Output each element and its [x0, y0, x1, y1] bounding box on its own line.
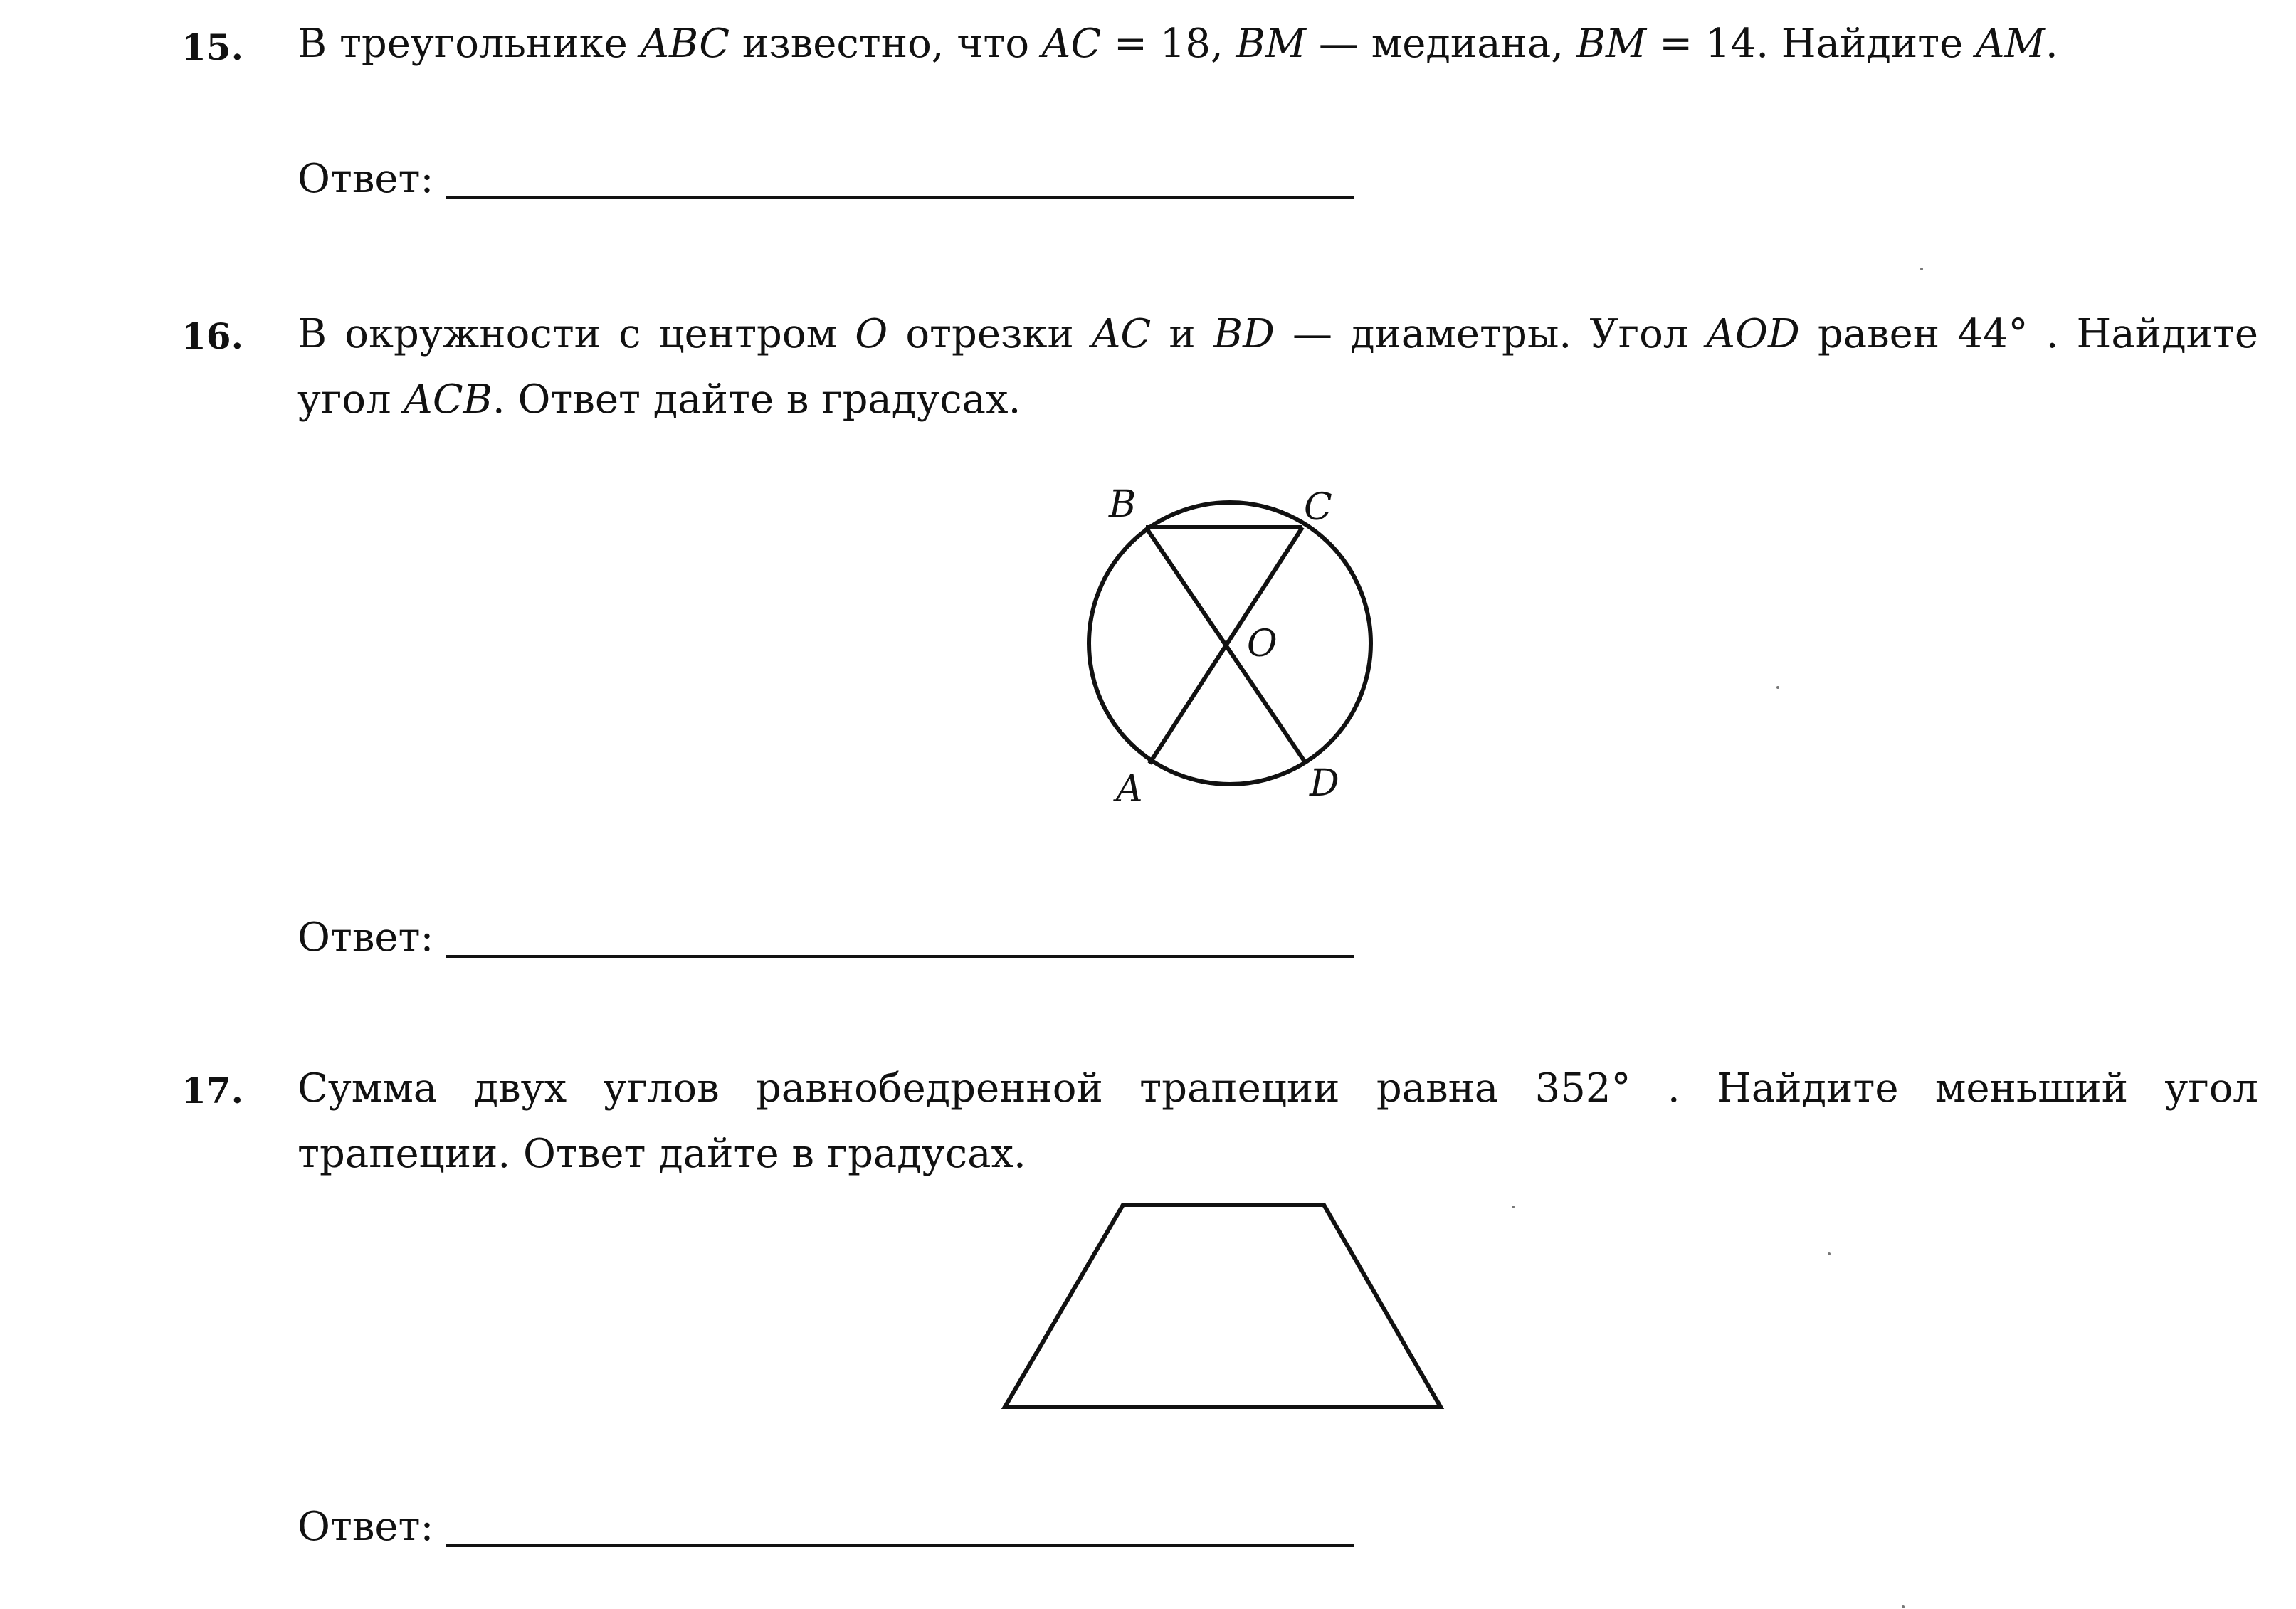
text-fragment: и — [1151, 311, 1213, 357]
problem-16-number: 16. — [181, 315, 243, 357]
answer-label: Ответ: — [297, 156, 434, 202]
math-var: AC — [1091, 311, 1152, 357]
math-var: ACB — [404, 376, 493, 423]
scan-speck — [1828, 1252, 1831, 1255]
problem-16-line-2 — [297, 367, 2258, 433]
label-c: C — [1304, 486, 1332, 529]
scan-speck — [1512, 1206, 1515, 1208]
problem-17-line-2: трапеции. Ответ дайте в градусах. — [297, 1131, 1026, 1177]
math-var: AM — [1976, 21, 2045, 67]
scan-speck — [1920, 268, 1923, 270]
text-fragment: угол — [297, 376, 404, 423]
problem-17-line-1: Сумма двух углов равнобедренной трапеции равна 352° . Найдите меньший угол — [297, 1065, 2258, 1112]
problem-17-number: 17. — [181, 1070, 243, 1112]
math-var: AC — [1041, 21, 1102, 67]
answer-field-15[interactable] — [446, 196, 1354, 199]
text-fragment: — диаметры. Угол — [1274, 311, 1707, 357]
circle-diagram — [1068, 470, 1388, 825]
text-fragment: — медиана, — [1306, 21, 1576, 67]
text-fragment: . Ответ дайте в градусах. — [492, 376, 1021, 423]
math-var: BM — [1236, 21, 1307, 67]
problem-15-text — [297, 11, 2258, 77]
answer-row-15 — [297, 156, 1354, 202]
problem-16-text — [297, 302, 2258, 433]
text-fragment: равен 44° . Найдите — [1799, 311, 2259, 357]
text-fragment: отрезки — [888, 311, 1092, 357]
answer-row-16 — [297, 914, 1354, 961]
trapezoid-diagram — [996, 1196, 1466, 1430]
scan-speck — [1776, 686, 1779, 689]
text-fragment: известно, что — [730, 21, 1042, 67]
problem-17-text — [297, 1056, 2258, 1187]
answer-label: Ответ: — [297, 1504, 434, 1550]
trapezoid-shape — [1005, 1205, 1441, 1407]
text-fragment: В треугольнике — [297, 21, 641, 67]
math-var: O — [855, 311, 888, 357]
math-var: ABC — [640, 21, 730, 67]
math-var: AOD — [1706, 311, 1800, 357]
text-fragment: . — [2045, 21, 2058, 67]
text-fragment: В окружности с центром — [297, 311, 855, 357]
answer-field-16[interactable] — [446, 955, 1354, 958]
math-var: BD — [1213, 311, 1275, 357]
label-b: B — [1109, 483, 1137, 526]
problem-15-number: 15. — [181, 26, 243, 68]
scan-speck — [1902, 1605, 1905, 1608]
answer-row-17 — [297, 1504, 1354, 1550]
text-fragment: = 18, — [1101, 21, 1236, 67]
label-o: O — [1247, 623, 1278, 665]
answer-label: Ответ: — [297, 914, 434, 961]
text-fragment: = 14. Найдите — [1646, 21, 1976, 67]
answer-field-17[interactable] — [446, 1544, 1354, 1547]
math-var: BM — [1576, 21, 1647, 67]
label-a: A — [1116, 768, 1143, 811]
problem-16-line-1 — [297, 302, 2258, 367]
label-d: D — [1310, 762, 1339, 805]
